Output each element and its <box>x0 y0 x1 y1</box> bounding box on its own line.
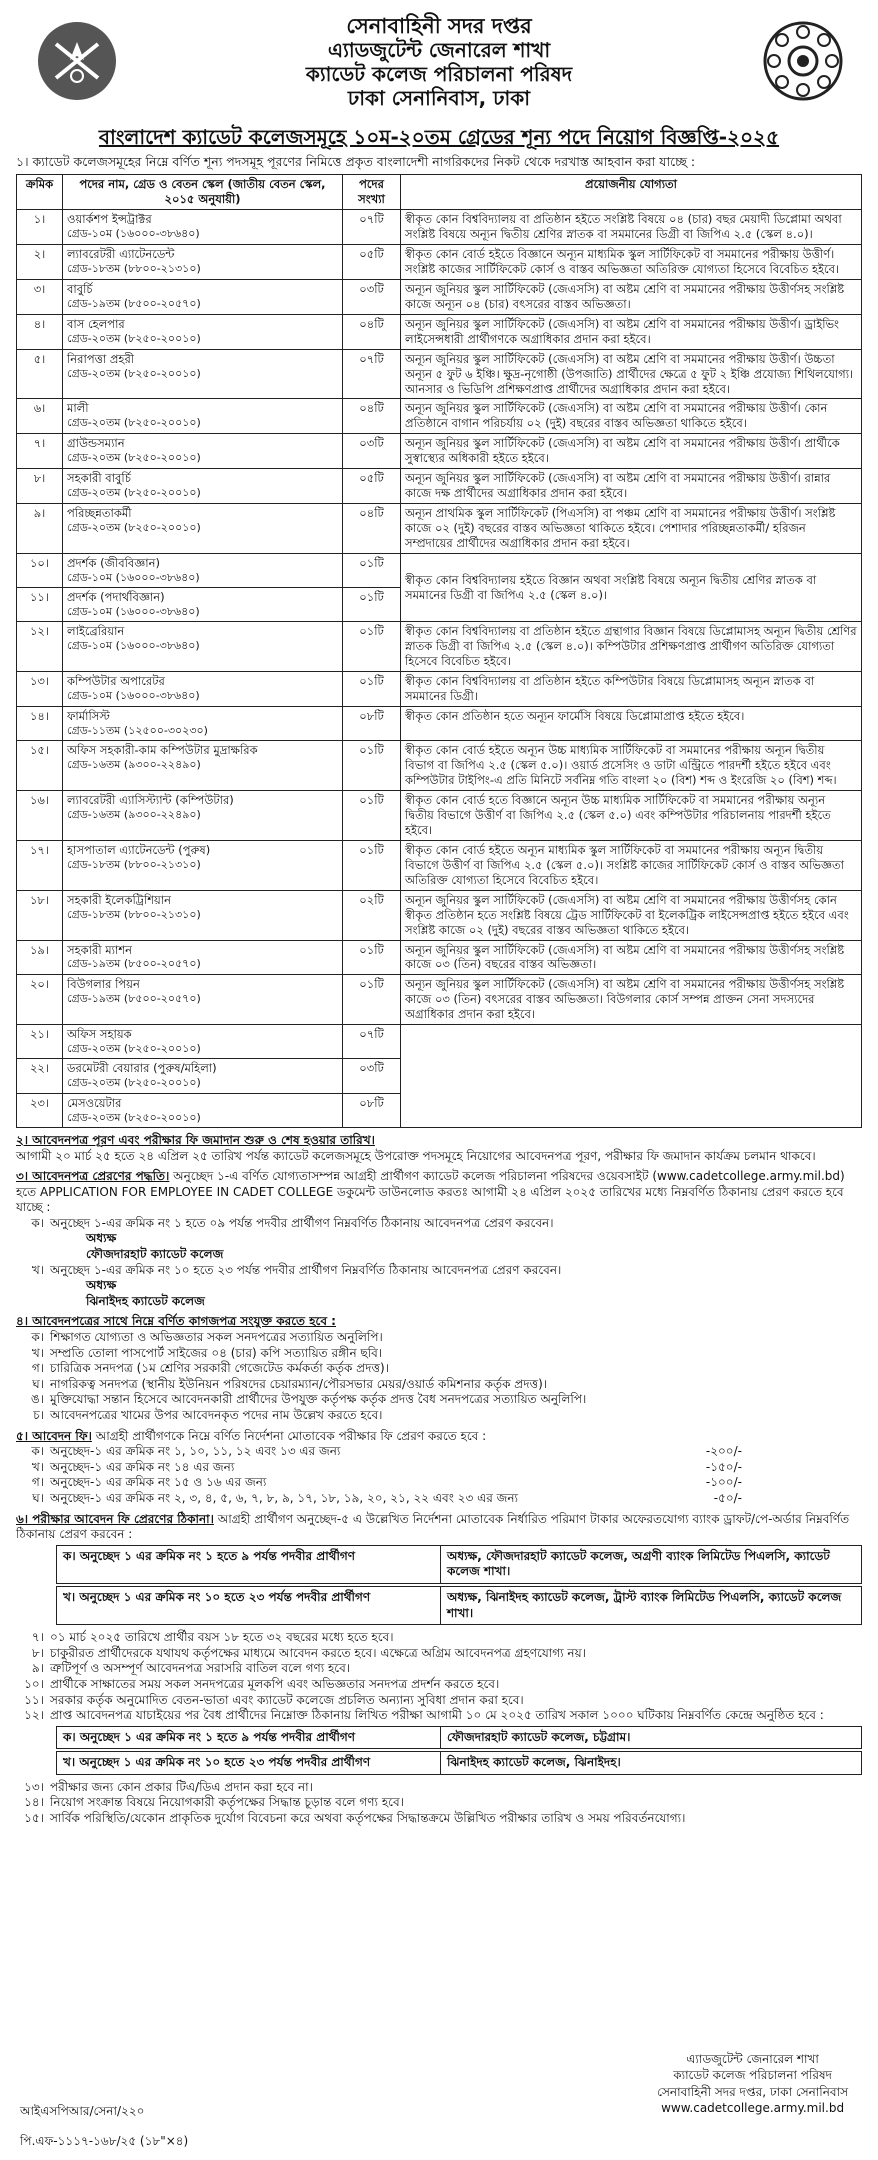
row-serial: ১১। <box>17 588 63 622</box>
header-line-4: ঢাকা সেনানিবাস, ঢাকা <box>347 86 531 110</box>
row-count: ০১টি <box>343 791 401 841</box>
row-post <box>63 791 343 841</box>
post-grade: গ্রেড-১১তম (১২৫০০-৩০২৩০) <box>67 723 208 737</box>
post-name: সহকারী বাবুর্চি <box>67 471 131 486</box>
table-row <box>17 940 862 975</box>
note-text: নিয়োগ সংক্রান্ত বিষয়ে নিয়োগকারী কর্তৃপক্ষের সিদ্ধান্ত চূড়ান্ত বলে গণ্য হবে। <box>50 1795 404 1810</box>
row-count: ০১টি <box>343 672 401 707</box>
note-item <box>16 1661 862 1677</box>
row-count: ০১টি <box>343 840 401 890</box>
post-grade: গ্রেড-১৯তম (৮৫০০-২০৫৭০) <box>67 296 201 310</box>
note-key: ১৫। <box>24 1811 44 1826</box>
item-key: ঘ। <box>32 1490 44 1505</box>
row-serial: ২৩। <box>17 1093 63 1127</box>
post-grade: গ্রেড-১০ম (১৬০০০-৩৮৬৪০) <box>67 570 200 584</box>
row-qualification: অন্যূন জুনিয়র স্কুল সার্টিফিকেট (জেএসসি) বা অষ্টম শ্রেণি বা সমমানের পরীক্ষায় উত্তীর্ণসহ সংশ্লিষ্ট কাজে ০৩ (তিন) বৎসরের বাস্তব অভিজ্ঞতা। বিউগলার কোর্স সম্পন্ন প্রাক্তন সেনা সদস্যদের অগ্রাধিকার প্রদান করা হইবে। <box>401 975 862 1025</box>
note-item <box>16 1677 862 1693</box>
post-grade: গ্রেড-১৬তম (৯৩০০-২২৪৯০) <box>67 758 201 772</box>
section-4-heading: ৪। আবেদনপত্রের সাথে নিম্নে বর্ণিত কাগজপত্র সংযুক্ত করতে হবে : <box>16 1314 336 1329</box>
document-item <box>16 1392 862 1408</box>
note-key: ১৪। <box>24 1795 44 1810</box>
item-text: আবেদনপত্রের খামের উপর আবেদনকৃত পদের নাম উল্লেখ করতে হবে। <box>50 1408 383 1422</box>
row-post <box>63 940 343 975</box>
row-qualification: স্বীকৃত কোন বিশ্ববিদ্যালয় বা প্রতিষ্ঠান হইতে সংশ্লিষ্ট বিষয়ে ০৪ (চার) বছর মেয়াদী ডিপ্লোমা অথবা সংশ্লিষ্ট বিষয়ে অন্যূন দ্বিতীয় শ্রেণির স্নাতক বা সমমানের ডিগ্রী বা জিপিএ ২.৫ (স্কেল ৪.০)। <box>401 210 862 245</box>
post-grade: গ্রেড-২০তম (৮২৫০-২০০১০) <box>67 366 201 380</box>
post-grade: গ্রেড-২০তম (৮২৫০-২০০১০) <box>67 521 201 534</box>
note-item <box>16 1693 862 1709</box>
table-row <box>17 349 862 399</box>
post-name: সহকারী ইলেকট্রিশিয়ান <box>67 892 172 907</box>
row-count: ০৪টি <box>343 399 401 434</box>
row-count: ০৮টি <box>343 707 401 741</box>
fee-amount: -২০০/- <box>705 1444 742 1459</box>
table-row <box>17 791 862 841</box>
item-text: অনুচ্ছেদ-১ এর ক্রমিক নং ২, ৩, ৪, ৫, ৬, ৭, ৮, ৯, ১৭, ১৮, ১৯, ২০, ২১, ২২ এবং ২৩ এর জন্য <box>50 1490 519 1505</box>
post-name: মেসওয়েটার <box>67 1095 122 1110</box>
row-post <box>63 1059 343 1093</box>
section-3-item-kha: খ। অনুচ্ছেদ ১-এর ক্রমিক নং ১০ হতে ২৩ পর্যন্ত পদবীর প্রার্থীগণ নিম্নবর্ণিত ঠিকানায় আবেদনপত্র প্রেরণ করবেন। <box>31 1262 562 1277</box>
row-qualification: অন্যূন জুনিয়র স্কুল সার্টিফিকেট (জেএসসি) বা অষ্টম শ্রেণি বা সমমানের পরীক্ষায় উত্তীর্ণ। কোন প্রতিষ্ঠানে বাগান পরিচর্যায় ০২ (দুই) বছরের বাস্তব অভিজ্ঞতা থাকিতে হইবে। <box>401 399 862 434</box>
row-qualification: স্বীকৃত কোন বিশ্ববিদ্যালয় বা প্রতিষ্ঠান হইতে গ্রন্থাগার বিজ্ঞান বিষয়ে ডিপ্লোমাসহ অন্যূন দ্বিতীয় শ্রেণির স্নাতক ডিগ্রী বা জিপিএ ২.৫ (স্কেল ৪.০)। কম্পিউটার প্রশিক্ষণপ্রাপ্ত প্রার্থীগণ অতিরিক্ত যোগ্যতা হিসেবে বিবেচিত হইবে। <box>401 622 862 672</box>
col-header-serial: ক্রমিক <box>17 175 63 210</box>
item-text: চারিত্রিক সনদপত্র (১ম শ্রেণির সরকারী গেজেটেড কর্মকর্তা কর্তৃক প্রদত্ত)। <box>50 1361 389 1376</box>
header-line-1: সেনাবাহিনী সদর দপ্তর <box>346 14 532 38</box>
ispr-code: আইএসপিআর/সেনা/২২০ <box>20 2104 145 2118</box>
table-row <box>17 672 862 707</box>
row-post <box>63 622 343 672</box>
row-count: ০৪টি <box>343 314 401 349</box>
document-item <box>16 1361 862 1377</box>
row-qualification: অন্যূন প্রাথমিক স্কুল সার্টিফিকেট (পিএসসি) বা পঞ্চম শ্রেণি বা সমমানের পরীক্ষায় উত্তীর্ণ। সংশ্লিষ্ট কাজে ০২ (দুই) বছরের বাস্তব অভিজ্ঞতা থাকিতে হইবে। পেশাদার পরিচ্ছন্নতাকর্মী/ হরিজন সম্প্রদায়ের প্রার্থীদের অগ্রাধিকার প্রদান করা হইবে। <box>401 504 862 554</box>
section-6 <box>16 1512 862 1626</box>
section-3 <box>16 1169 862 1309</box>
post-grade: গ্রেড-১৮তম (৮৮০০-২১৩১০) <box>67 857 201 871</box>
row-qualification: স্বীকৃত কোন বোর্ড হতে বিজ্ঞানে অন্যূন উচ্চ মাধ্যমিক সার্টিফিকেট বা সমমানের পরীক্ষায় অন্যূন দ্বিতীয় বিভাগে উত্তীর্ণ বা জিপিএ ২.৫ (স্কেল ৫.০) এবং কম্পিউটার পরিচালনায় পারদর্শী হইতে হইবে। <box>401 791 862 841</box>
note-text: প্রার্থীকে সাক্ষাতের সময় সকল সনদপত্রের মূলকপি এবং অভিজ্ঞতার সনদপত্র প্রদর্শন করতে হবে। <box>50 1676 500 1691</box>
header-line-3: ক্যাডেট কলেজ পরিচালনা পরিষদ <box>305 62 573 86</box>
post-name: অফিস সহকারী-কাম কম্পিউটার মুদ্রাক্ষরিক <box>67 743 258 758</box>
row-count: ০৮টি <box>343 1093 401 1127</box>
row-serial: ৫। <box>17 349 63 399</box>
post-grade: গ্রেড-২০তম (৮২৫০-২০০১০) <box>67 1076 201 1090</box>
fee-amount: -৫০/- <box>713 1490 742 1505</box>
note-text: চাকুরীরত প্রার্থীদেরকে যথাযথ কর্তৃপক্ষের মাধ্যমে আবেদন করতে হবে। এক্ষেত্রে অগ্রিম আবেদনপত্র গ্রহণযোগ্য নয়। <box>50 1645 586 1660</box>
row-post <box>63 399 343 434</box>
row-count: ০৭টি <box>343 1025 401 1059</box>
table-row <box>17 622 862 672</box>
document-item <box>16 1377 862 1393</box>
fee-item <box>16 1491 862 1507</box>
item-text: সম্প্রতি তোলা পাসপোর্ট সাইজের ০৪ (চার) কপি সত্যায়িত রঙ্গীন ছবি। <box>50 1345 383 1360</box>
col-header-count: পদের সংখ্যা <box>343 175 401 210</box>
row-post <box>63 279 343 314</box>
address-jhenaidah: অধ্যক্ষ ঝিনাইদহ ক্যাডেট কলেজ <box>86 1278 205 1308</box>
note-item <box>16 1646 862 1662</box>
note-key: ১২। <box>24 1708 44 1723</box>
item-key: খ। <box>31 1345 44 1360</box>
post-name: লাইব্রেরিয়ান <box>67 624 125 639</box>
row-post <box>63 1093 343 1127</box>
post-name: নিরাপত্তা প্রহরী <box>67 351 135 366</box>
table-row <box>17 399 862 434</box>
row-qualification: অন্যূন জুনিয়র স্কুল সার্টিফিকেট (জেএসসি) বা অষ্টম শ্রেণি বা সমমানের পরীক্ষায় উত্তীর্ণসহ সংশ্লিষ্ট কাজে ০৩ (তিন) বছরের বাস্তব অভিজ্ঞতা। <box>401 940 862 975</box>
row-serial: ১। <box>17 210 63 245</box>
note-key: ১৩। <box>24 1779 44 1794</box>
post-grade: গ্রেড-১০ম (১৬০০০-৩৮৬৪০) <box>67 605 200 619</box>
row-qualification: স্বীকৃত কোন বিশ্ববিদ্যালয় বা প্রতিষ্ঠান হইতে কম্পিউটার বিষয়ে ডিপ্লোমাসহ অন্যূন স্নাতক বা সমমানের ডিগ্রী। <box>401 672 862 707</box>
note-item <box>16 1795 862 1811</box>
row-serial: ২১। <box>17 1025 63 1059</box>
section-2-text: আগামী ২০ মার্চ ২৫ হতে ২৪ এপ্রিল ২৫ তারিখ পর্যন্ত ক্যাডেট কলেজসমূহে উপরোক্ত পদসমূহে নিয়োগের আবেদনপত্র পূরণ, পরীক্ষার ফি জমাদান কার্যক্রম চলমান থাকবে। <box>16 1148 816 1163</box>
post-grade: গ্রেড-১০ম (১৬০০০-৩৮৬৪০) <box>67 639 200 653</box>
table-row <box>17 890 862 940</box>
fee-item <box>16 1475 862 1491</box>
row-serial: ১৩। <box>17 672 63 707</box>
fee-address-row-1: ক। অনুচ্ছেদ ১ এর ক্রমিক নং ১ হতে ৯ পর্যন্ত পদবীর প্রার্থীগণ অধ্যক্ষ, ফৌজদারহাট ক্যাডেট কলেজ, অগ্রণী ব্যাংক লিমিটেড পিএলসি, ক্যাডেট কলেজ শাখা। <box>56 1545 862 1584</box>
table-row <box>17 314 862 349</box>
row-serial: ২০। <box>17 975 63 1025</box>
row-serial: ১৮। <box>17 890 63 940</box>
row-count: ০২টি <box>343 890 401 940</box>
post-grade: গ্রেড-১৬তম (৯৩০০-২২৪৯০) <box>67 808 201 822</box>
row-count: ০৫টি <box>343 469 401 504</box>
section-5-heading: ৫। আবেদন ফি। <box>16 1428 92 1443</box>
table-row <box>17 210 862 245</box>
header-line-2: এ্যাডজুটেন্ট জেনারেল শাখা <box>327 38 551 62</box>
post-name: বিউগলার পিয়ন <box>67 977 140 992</box>
table-header-row <box>17 175 862 210</box>
row-serial: ৬। <box>17 399 63 434</box>
item-text: নাগরিকত্ব সনদপত্র (স্থানীয় ইউনিয়ন পরিষদের চেয়ারম্যান/পৌরসভার মেয়র/ওয়ার্ড কমিশনার কর্তৃক প্রদত্ত)। <box>50 1376 548 1391</box>
table-row <box>17 434 862 469</box>
row-serial: ৪। <box>17 314 63 349</box>
fee-address-row-2: খ। অনুচ্ছেদ ১ এর ক্রমিক নং ১০ হতে ২৩ পর্যন্ত পদবীর প্রার্থীগণ অধ্যক্ষ, ঝিনাইদহ ক্যাডেট কলেজ, ট্রাস্ট ব্যাংক লিমিটেড পিএলসি, ক্যাডেট কলেজ শাখা। <box>56 1586 862 1625</box>
post-name: গ্রাউন্ডসম্যান <box>67 436 125 451</box>
note-text: ০১ মার্চ ২০২৫ তারিখে প্রার্থীর বয়স ১৮ হতে ৩২ বছরের মধ্যে হতে হবে। <box>50 1630 394 1645</box>
col-header-qualification: প্রয়োজনীয় যোগ্যতা <box>401 175 862 210</box>
post-name: সহকারী ম্যাশন <box>67 942 133 957</box>
exam-center-row-2: খ। অনুচ্ছেদ ১ এর ক্রমিক নং ১০ হতে ২৩ পর্যন্ত পদবীর প্রার্থীগণ ঝিনাইদহ ক্যাডেট কলেজ, ঝিনাইদহ। <box>56 1751 862 1775</box>
item-text: মুক্তিযোদ্ধা সন্তান হিসেবে আবেদনকারী প্রার্থীদের উপযুক্ত কর্তৃপক্ষ কর্তৃক প্রদত্ত বৈধ সনদপত্রের সত্যায়িত অনুলিপি। <box>50 1392 587 1407</box>
row-post <box>63 469 343 504</box>
post-grade: গ্রেড-১৯তম (৮৫০০-২০৫৭০) <box>67 992 201 1006</box>
post-name: প্রদর্শক (জীববিজ্ঞান) <box>67 555 160 570</box>
post-name: প্রদর্শক (পদার্থবিজ্ঞান) <box>67 590 165 605</box>
section-5-text: আগ্রহী প্রার্থীগণকে নিম্নে বর্ণিত নির্দেশনা মোতাবেক পরীক্ষার ফি প্রেরণ করতে হবে : <box>95 1428 487 1443</box>
row-count: ০৩টি <box>343 1059 401 1093</box>
row-serial: ১০। <box>17 553 63 587</box>
row-qualification: স্বীকৃত কোন বিশ্ববিদ্যালয় হইতে বিজ্ঞান অথবা সংশ্লিষ্ট বিষয়ে অন্যূন দ্বিতীয় শ্রেণির স্নাতক বা সমমানের ডিগ্রী বা জিপিএ ২.৫ (স্কেল ৪.০)। <box>401 553 862 621</box>
item-text: অনুচ্ছেদ-১ এর ক্রমিক নং ১৪ এর জন্য <box>50 1459 235 1474</box>
table-row <box>17 553 862 587</box>
address-faujdarhat: অধ্যক্ষ ফৌজদারহাট ক্যাডেট কলেজ <box>86 1231 224 1262</box>
post-grade: গ্রেড-১০ম (১৬০০০-৩৮৬৪০) <box>67 227 200 241</box>
post-grade: গ্রেড-২০তম (৮২৫০-২০০১০) <box>67 451 201 465</box>
item-key: ঘ। <box>32 1376 44 1391</box>
post-grade: গ্রেড-২০তম (৮২৫০-২০০১০) <box>67 486 201 500</box>
fee-amount: -১৫০/- <box>705 1459 742 1474</box>
section-6-text: আগ্রহী প্রার্থীগণ অনুচ্ছেদ-৫ এ উল্লেখিত নির্দেশনা মোতাবেক নির্ধারিত পরিমাণ টাকার অফেরতযোগ্য ব্যাংক ড্রাফট/পে-অর্ডার নিম্নবর্ণিত ঠিকানায় প্রেরণ করবেন : <box>16 1511 850 1542</box>
row-qualification: অন্যূন জুনিয়র স্কুল সার্টিফিকেট (জেএসসি) বা অষ্টম শ্রেণি বা সমমানের পরীক্ষায় উত্তীর্ণসহ কোন স্বীকৃত প্রতিষ্ঠান হতে সংশ্লিষ্ট বিষয়ে ট্রেড সার্টিফিকেট বা ইলেকট্রিক লাইসেন্সপ্রাপ্ত হইতে হইবে এবং সংশ্লিষ্ট কাজে ০২ (দুই) বছরের বাস্তব অভিজ্ঞতা থাকিতে হইবে। <box>401 890 862 940</box>
signature-block: এ্যাডজুটেন্ট জেনারেল শাখা ক্যাডেট কলেজ পরিচালনা পরিষদ সেনাবাহিনী সদর দপ্তর, ঢাকা সেনানিবাস www.cadetcollege.army.mil.bd <box>657 2052 848 2115</box>
item-text: শিক্ষাগত যোগ্যতা ও অভিজ্ঞতার সকল সনদপত্রের সত্যায়িত অনুলিপি। <box>50 1330 383 1345</box>
row-qualification: অন্যূন জুনিয়র স্কুল সার্টিফিকেট (জেএসসি) বা অষ্টম শ্রেণি বা সমমানের পরীক্ষায় উত্তীর্ণ। প্রার্থীকে সুস্বাস্থ্যের অধিকারী হইতে হইবে। <box>401 434 862 469</box>
post-name: হাসপাতাল এ্যাটেনডেন্ট (পুরুষ) <box>67 842 211 857</box>
note-key: ৯। <box>31 1661 44 1676</box>
row-serial: ৭। <box>17 434 63 469</box>
fee-item <box>16 1460 862 1476</box>
item-key: ক। <box>31 1444 44 1459</box>
row-post <box>63 975 343 1025</box>
note-key: ১১। <box>24 1692 44 1707</box>
table-row <box>17 975 862 1025</box>
row-post <box>63 890 343 940</box>
note-key: ৮। <box>31 1645 44 1660</box>
exam-center-row-1: ক। অনুচ্ছেদ ১ এর ক্রমিক নং ১ হতে ৯ পর্যন্ত পদবীর প্রার্থীগণ ফৌজদারহাট ক্যাডেট কলেজ, চট্টগ্রাম। <box>56 1726 862 1750</box>
row-qualification: স্বীকৃত কোন বোর্ড হইতে বিজ্ঞানে অন্যূন মাধ্যমিক স্কুল সার্টিফিকেট বা সমমানের পরীক্ষায় উত্তীর্ণ। সংশ্লিষ্ট কাজের সার্টিফিকেট কোর্স ও বাস্তব অভিজ্ঞতা অতিরিক্ত যোগ্যতা হিসেবে বিবেচিত হইবে। <box>401 245 862 280</box>
row-count: ০১টি <box>343 588 401 622</box>
vacancy-table <box>16 174 862 1128</box>
note-text: সার্বিক পরিস্থিতি/যেকোন প্রাকৃতিক দুর্যোগ বিবেচনা করে অথবা কর্তৃপক্ষের সিদ্ধান্তক্রমে উল্লিখিত পরীক্ষার তারিখ ও সময় পরিবর্তনযোগ্য। <box>50 1811 686 1826</box>
note-item <box>16 1811 862 1827</box>
post-name: বাস হেলপার <box>67 316 125 331</box>
intro-text: ১। ক্যাডেট কলেজসমূহের নিম্নে বর্ণিত শূন্য পদসমূহ পূরণের নিমিত্তে প্রকৃত বাংলাদেশী নাগরিকদের নিকট থেকে দরখাস্ত আহবান করা যাচ্ছে : <box>16 154 696 169</box>
row-count: ০১টি <box>343 975 401 1025</box>
post-grade: গ্রেড-২০তম (৮২৫০-২০০১০) <box>67 1110 201 1124</box>
notes-list <box>16 1630 862 1724</box>
post-name: ওয়ার্কশপ ইন্সট্রাক্টর <box>67 212 152 227</box>
cadet-college-emblem-icon <box>762 20 844 102</box>
row-serial: ১৫। <box>17 741 63 791</box>
row-serial: ৩। <box>17 279 63 314</box>
post-name: ল্যাবরেটরী এ্যাটেনডেন্ট <box>67 247 175 261</box>
note-item <box>16 1630 862 1646</box>
note-text: সরকার কর্তৃক অনুমোদিত বেতন-ভাতা এবং ক্যাডেট কলেজে প্রচলিত অন্যান্য সুবিধা প্রদান করা হবে। <box>50 1692 524 1707</box>
header <box>16 14 862 118</box>
post-name: কম্পিউটার অপারেটর <box>67 674 165 689</box>
document-item <box>16 1346 862 1362</box>
notes-list-2 <box>16 1780 862 1827</box>
row-qualification: অন্যূন জুনিয়র স্কুল সার্টিফিকেট (জেএসসি) বা অষ্টম শ্রেণি বা সমমানের পরীক্ষায় উত্তীর্ণ। ড্রাইভিং লাইসেন্সধারী প্রার্থীগণকে অগ্রাধিকার প্রদান করা হইবে। <box>401 314 862 349</box>
post-grade: গ্রেড-১৮তম (৮৮০০-২১৩১০) <box>67 261 201 275</box>
row-post <box>63 504 343 554</box>
table-row <box>17 245 862 280</box>
post-grade: গ্রেড-১৮তম (৮৮০০-২১৩১০) <box>67 907 201 921</box>
notice-title: বাংলাদেশ ক্যাডেট কলেজসমূহে ১০ম-২০তম গ্রেডের শূন্য পদে নিয়োগ বিজ্ঞপ্তি-২০২৫ <box>98 125 780 149</box>
row-count: ০১টি <box>343 940 401 975</box>
row-post <box>63 210 343 245</box>
post-name: পরিচ্ছন্নতাকর্মী <box>67 506 132 521</box>
row-count: ০১টি <box>343 741 401 791</box>
row-serial: ১৯। <box>17 940 63 975</box>
row-serial: ২২। <box>17 1059 63 1093</box>
table-row <box>17 741 862 791</box>
print-code: পি.এফ-১১১৭-১৬৮/২৫ (১৮"×৪) <box>20 2134 189 2149</box>
row-qualification: অন্যূন জুনিয়র স্কুল সার্টিফিকেট (জেএসসি) বা অষ্টম শ্রেণি বা সমমানের পরীক্ষায় উত্তীর্ণসহ সংশ্লিষ্ট কাজে অন্যূন ০৪ (চার) বৎসরের বাস্তব অভিজ্ঞতা। <box>401 279 862 314</box>
section-5 <box>16 1429 862 1507</box>
item-key: খ। <box>31 1459 44 1474</box>
item-text: অনুচ্ছেদ-১ এর ক্রমিক নং ১৫ ও ১৬ এর জন্য <box>50 1475 267 1490</box>
row-post <box>63 1025 343 1059</box>
website-link[interactable]: www.cadetcollege.army.mil.bd <box>661 2100 845 2115</box>
section-4 <box>16 1314 862 1423</box>
note-item <box>16 1708 862 1724</box>
post-grade: গ্রেড-১০ম (১৬০০০-৩৮৬৪০) <box>67 689 200 703</box>
table-row <box>17 504 862 554</box>
section-6-heading: ৬। পরীক্ষার আবেদন ফি প্রেরণের ঠিকানা। <box>16 1511 214 1526</box>
row-qualification: স্বীকৃত কোন প্রতিষ্ঠান হতে অন্যূন ফার্মেসি বিষয়ে ডিপ্লোমাপ্রাপ্ত হইতে হইবে। <box>401 707 862 741</box>
post-name: ডরমেটরী বেয়ারার (পুরুষ/মহিলা) <box>67 1061 217 1076</box>
note-key: ১০। <box>24 1676 44 1691</box>
row-post <box>63 553 343 587</box>
row-post <box>63 707 343 741</box>
table-row <box>17 707 862 741</box>
note-text: ত্রুটিপূর্ণ ও অসম্পূর্ণ আবেদনপত্র সরাসরি বাতিল বলে গণ্য হবে। <box>50 1661 351 1676</box>
section-3-heading: ৩। আবেদনপত্র প্রেরণের পদ্ধতি। <box>16 1169 170 1184</box>
table-row <box>17 469 862 504</box>
row-serial: ১৭। <box>17 840 63 890</box>
row-count: ০১টি <box>343 622 401 672</box>
row-count: ০৩টি <box>343 279 401 314</box>
row-qualification: অন্যূন জুনিয়র স্কুল সার্টিফিকেট (জেএসসি) বা অষ্টম শ্রেণি বা সমমানের পরীক্ষায় উত্তীর্ণ। রান্নার কাজে দক্ষ প্রার্থীদের অগ্রাধিকার প্রদান করা হইবে। <box>401 469 862 504</box>
row-serial: ২। <box>17 245 63 280</box>
row-count: ০৭টি <box>343 210 401 245</box>
fee-item <box>16 1444 862 1460</box>
item-key: ঙ। <box>30 1392 44 1407</box>
post-name: মালী <box>67 401 89 416</box>
note-text: পরীক্ষার জন্য কোন প্রকার টিএ/ডিএ প্রদান করা হবে না। <box>50 1779 313 1794</box>
section-3-text: অনুচ্ছেদ ১-এ বর্ণিত যোগ্যতাসম্পন্ন আগ্রহী প্রার্থীগণ ক্যাডেট কলেজ পরিচালনা পরিষদের ওয়েবসাইট (www.cadetcollege.army.mil.bd) হতে APPLICATION FOR EMPLOYEE IN CADET COLLEGE ডকুমেন্ট ডাউনলোড করতঃ আগামী ২৪ এপ্রিল ২০২৫ তারিখের মধ্যে নিম্নবর্ণিত ঠিকানায় প্রেরণ করতে হবে যাচ্ছে : <box>16 1169 845 1215</box>
item-key: ক। <box>31 1330 44 1345</box>
note-item <box>16 1780 862 1796</box>
item-key: গ। <box>31 1361 44 1376</box>
table-row <box>17 840 862 890</box>
document-item <box>16 1330 862 1346</box>
row-count: ০৭টি <box>343 349 401 399</box>
item-key: চ। <box>33 1408 44 1422</box>
row-qualification: স্বীকৃত কোন বোর্ড হইতে অন্যূন মাধ্যমিক স্কুল সার্টিফিকেট বা সমমানের পরীক্ষায় অন্যূন দ্বিতীয় বিভাগে উত্তীর্ণ বা জিপিএ ২.৫ (স্কেল ৫.০)। সংশ্লিষ্ট কাজের সার্টিফিকেট কোর্স ও বাস্তব অভিজ্ঞতা অতিরিক্ত যোগ্যতা হিসেবে বিবেচিত হইবে। <box>401 840 862 890</box>
row-serial: ১২। <box>17 622 63 672</box>
row-serial: ৯। <box>17 504 63 554</box>
table-row <box>17 1025 862 1059</box>
table-row <box>17 279 862 314</box>
post-name: ফার্মাসিস্ট <box>67 709 110 724</box>
col-header-post: পদের নাম, গ্রেড ও বেতন স্কেল (জাতীয় বেতন স্কেল, ২০১৫ অনুযায়ী) <box>63 175 343 210</box>
row-post <box>63 349 343 399</box>
post-name: অফিস সহায়ক <box>67 1027 132 1042</box>
item-key: গ। <box>31 1475 44 1490</box>
section-2-heading: ২। আবেদনপত্র পূরণ এবং পরীক্ষার ফি জমাদান শুরু ও শেষ হওয়ার তারিখ। <box>16 1132 375 1147</box>
fee-amount: -১০০/- <box>705 1475 742 1490</box>
row-post <box>63 588 343 622</box>
row-post <box>63 314 343 349</box>
section-2 <box>16 1133 862 1164</box>
row-serial: ১৬। <box>17 791 63 841</box>
row-serial: ৮। <box>17 469 63 504</box>
row-post <box>63 434 343 469</box>
row-serial: ১৪। <box>17 707 63 741</box>
note-key: ৭। <box>31 1630 44 1645</box>
row-post <box>63 672 343 707</box>
post-grade: গ্রেড-২০তম (৮২৫০-২০০১০) <box>67 416 201 430</box>
section-3-item-ka: ক। অনুচ্ছেদ ১-এর ক্রমিক নং ১ হতে ০৯ পর্যন্ত পদবীর প্রার্থীগণ নিম্নবর্ণিত ঠিকানায় আবেদনপত্র প্রেরণ করবেন। <box>31 1215 554 1230</box>
row-count: ০৫টি <box>343 245 401 280</box>
post-name: ল্যাবরেটরী এ্যাসিস্ট্যান্ট (কম্পিউটার) <box>67 793 234 808</box>
row-qualification <box>401 1025 862 1128</box>
post-grade: গ্রেড-১৯তম (৮৫০০-২০৫৭০) <box>67 957 201 971</box>
row-qualification: স্বীকৃত কোন বোর্ড হইতে অন্যূন উচ্চ মাধ্যমিক সার্টিফিকেট বা সমমানের পরীক্ষায় অন্যূন দ্বিতীয় বিভাগ বা জিপিএ ২.৫ (স্কেল ৫.০)। ওয়ার্ড প্রসেসিং ও ডাটা এন্ট্রিতে পারদর্শী হইতে হইবে এবং কম্পিউটার টাইপিং-এ প্রতি মিনিটে সর্বনিম্ন গতি বাংলা ২০ (বিশ) শব্দ ও ইংরেজি ২০ (বিশ) শব্দ। <box>401 741 862 791</box>
item-text: অনুচ্ছেদ-১ এর ক্রমিক নং ১, ১০, ১১, ১২ এবং ১৩ এর জন্য <box>50 1444 341 1459</box>
row-post <box>63 840 343 890</box>
row-post <box>63 245 343 280</box>
post-grade: গ্রেড-২০তম (৮২৫০-২০০১০) <box>67 1042 201 1056</box>
army-emblem-icon <box>36 20 118 102</box>
row-count: ০৪টি <box>343 504 401 554</box>
row-qualification: অন্যূন জুনিয়র স্কুল সার্টিফিকেট (জেএসসি) বা অষ্টম শ্রেণি বা সমমানের পরীক্ষায় উত্তীর্ণ। উচ্চতা অন্যূন ৫ ফুট ৬ ইঞ্চি। ক্ষুদ্র-নৃগোষ্ঠী (উপজাতি) প্রার্থীদের ক্ষেত্রে ৫ ফুট ২ ইঞ্চি প্রযোজ্য শিথিলযোগ্য। আনসার ও ভিডিপি প্রশিক্ষণপ্রাপ্ত প্রার্থীদের অগ্রাধিকার প্রদান করা হইবে। <box>401 349 862 399</box>
row-post <box>63 741 343 791</box>
row-count: ০৩টি <box>343 434 401 469</box>
document-item <box>16 1408 862 1424</box>
note-text: প্রাপ্ত আবেদনপত্র যাচাইয়ের পর বৈধ প্রার্থীদের নিম্নোক্ত ঠিকানায় লিখিত পরীক্ষা আগামী ১০ মে ২০২৫ তারিখ সকাল ১০০০ ঘটিকায় নিম্নবর্ণিত কেন্দ্রে অনুষ্ঠিত হবে : <box>50 1708 824 1723</box>
post-name: বাবুর্চি <box>67 281 93 296</box>
post-grade: গ্রেড-২০তম (৮২৫০-২০০১০) <box>67 331 201 345</box>
row-count: ০১টি <box>343 553 401 587</box>
